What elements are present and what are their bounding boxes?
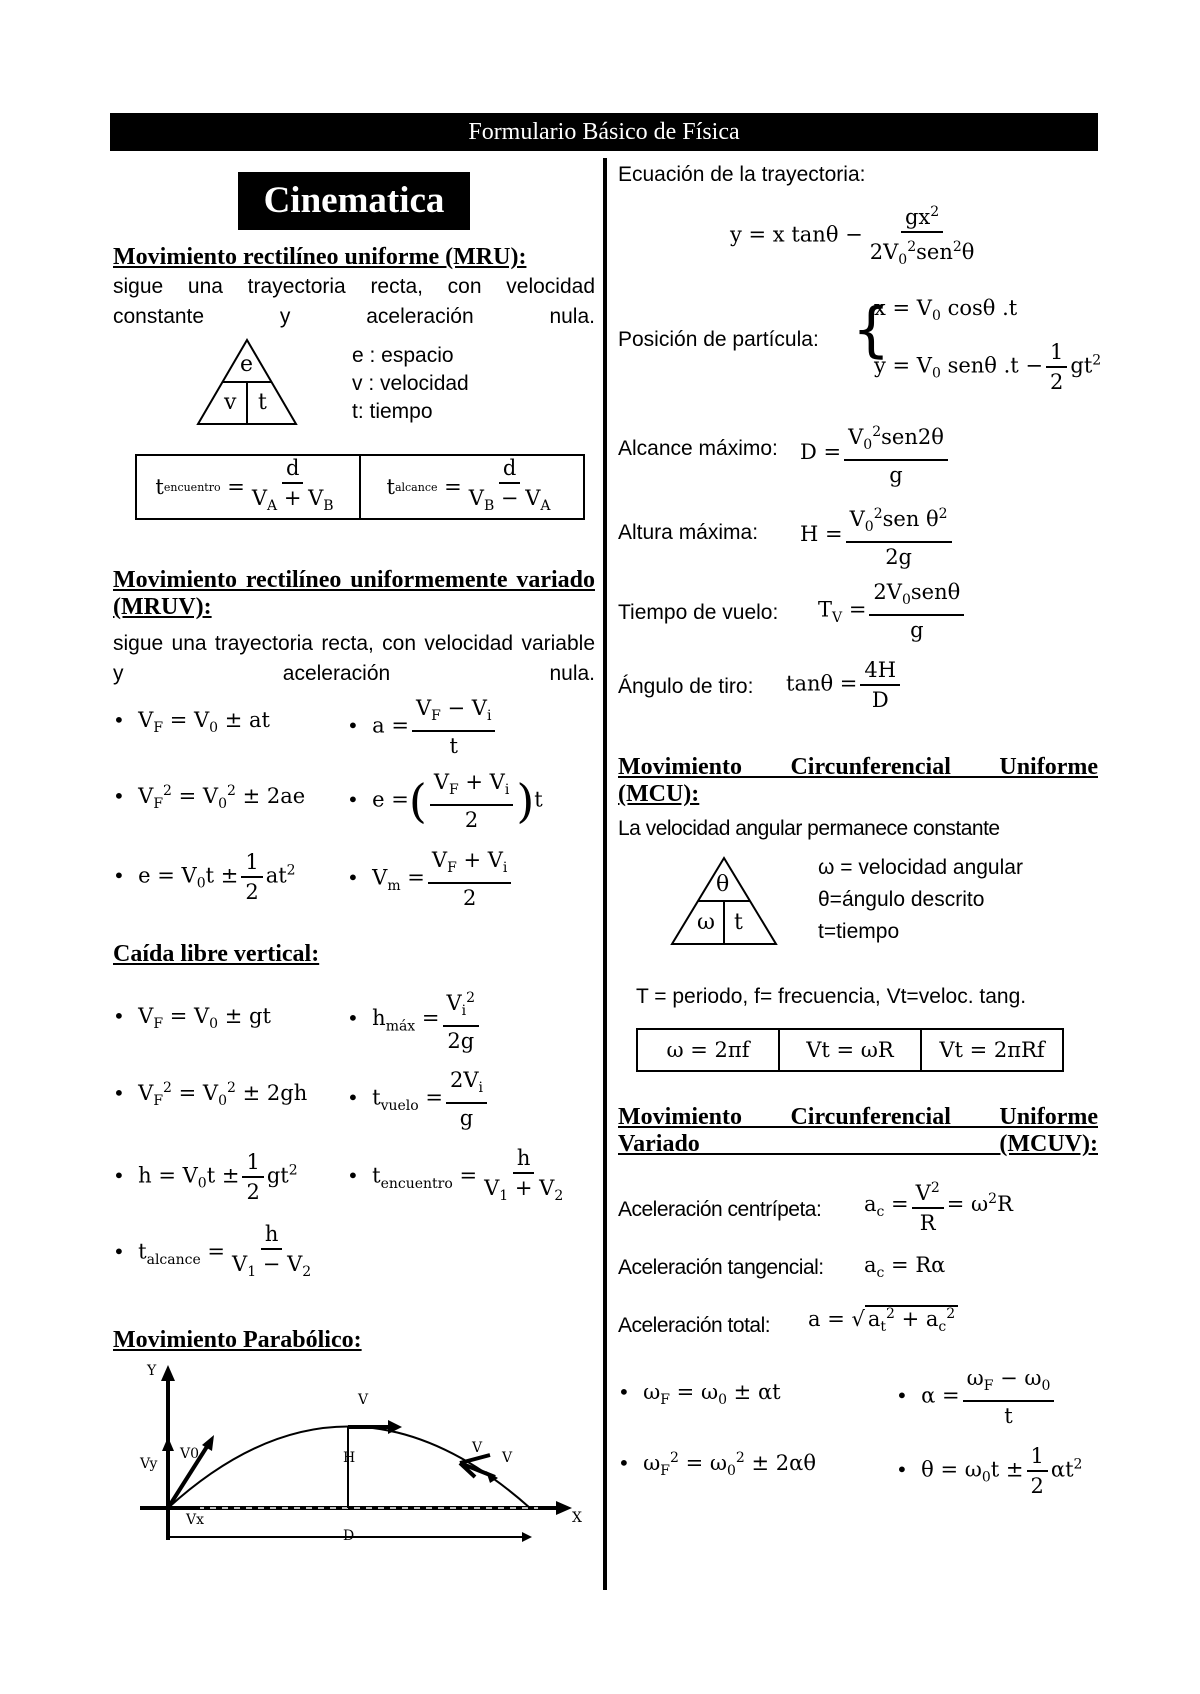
- mcuv-title: Movimiento Circunferencial Uniforme Variado (MCUV):: [618, 1104, 1098, 1157]
- mru-legend: [352, 342, 469, 426]
- formula-mruv-2: • a = $\frac{V_F - V_i}{t}$: [347, 694, 498, 760]
- diagram-label-h: H: [343, 1450, 356, 1466]
- formula-tangencial: $a_c = R\alpha$: [864, 1253, 946, 1282]
- formula-vt: Vt = ωR: [778, 1030, 920, 1070]
- formula-mcuv-3: • $\omega_F^2 = \omega_0^2 \pm 2\alpha\theta$: [618, 1450, 816, 1480]
- legend-e: e : espacio: [352, 344, 454, 367]
- tiempo-label: Tiempo de vuelo:: [618, 601, 779, 624]
- legend-t: t: tiempo: [352, 400, 433, 423]
- formula-mruv-1: • $V_F = V_0$ ± at: [113, 708, 270, 737]
- triangle-label-e: e: [240, 352, 254, 377]
- formula-caida-6: • $t_{encuentro}$ = $\frac{h}{V_1 + V_2}$: [347, 1146, 564, 1205]
- section-title-cinematica: Cinematica: [238, 172, 470, 230]
- posicion-brace: {: [852, 295, 891, 365]
- mruv-title: Movimiento rectilíneo uniformemente variado (MRUV):: [113, 567, 595, 620]
- centripeta-label: Aceleración centrípeta:: [618, 1198, 822, 1221]
- legend-theta: θ=ángulo descrito: [818, 888, 985, 911]
- formula-mcuv-1: • $\omega_F = \omega_0 \pm \alpha t$: [618, 1380, 781, 1409]
- legend-omega: ω = velocidad angular: [818, 856, 1023, 879]
- posicion-label: Posición de partícula:: [618, 328, 819, 351]
- column-divider: [603, 158, 607, 1590]
- alcance-label: Alcance máximo:: [618, 437, 778, 460]
- diagram-label-x: X: [572, 1510, 582, 1526]
- diagram-label-vs: V: [472, 1440, 483, 1456]
- formula-caida-2: • $h_{máx}$ = $\frac{V_i^2}{2g}$: [347, 984, 482, 1055]
- diagram-label-d: D: [343, 1528, 355, 1544]
- formula-mruv-4: • e =( $\frac{V_F + V_i}{2}$ )t: [347, 770, 543, 833]
- mcu-legend: [818, 852, 1023, 948]
- formula-angulo: tanθ = $\frac{4H}{D}$: [786, 656, 903, 714]
- formula-caida-1: • $V_F = V_0$ ± gt: [113, 1004, 271, 1033]
- mcu-triangle-diagram: [670, 856, 778, 948]
- diagram-label-vx: Vx: [186, 1512, 205, 1528]
- parabolico-title: Movimiento Parabólico:: [113, 1327, 362, 1353]
- mcu-description: La velocidad angular permanece constante: [618, 817, 1000, 840]
- mcu-formula-box: [636, 1028, 1064, 1072]
- formula-tiempo: $T_V$ = $\frac{2V_0sen\theta}{g}$: [818, 578, 967, 644]
- formula-omega: ω = 2πf: [666, 1038, 750, 1062]
- mru-title: Movimiento rectilíneo uniforme (MRU):: [113, 244, 527, 270]
- mru-formula-box: [135, 454, 585, 520]
- formula-altura: H = $\frac{V_0^2sen \theta^2}{2g}$: [800, 500, 955, 571]
- legend-tiempo: t=tiempo: [818, 920, 900, 943]
- triangle-label-omega: ω: [697, 910, 715, 935]
- diagram-label-v0: V0: [180, 1446, 200, 1462]
- caida-title: Caída libre vertical:: [113, 941, 320, 967]
- legend-v: v : velocidad: [352, 372, 469, 395]
- diagram-label-v: V: [502, 1450, 513, 1466]
- formula-posicion-x: $x = V_0$ cosθ .t: [874, 296, 1018, 325]
- mru-description: sigue una trayectoria recta, con velocidad constante y aceleración nula.: [113, 275, 595, 328]
- formula-total: a = √ $a_t^2 + a_c^2$: [808, 1306, 958, 1335]
- total-label: Aceleración total:: [618, 1314, 771, 1337]
- formula-trayectoria: y = x tanθ − $\frac{gx^2}{2V_0^2sen^2\theta}$: [730, 198, 981, 274]
- mcu-note: T = periodo, f= frecuencia, Vt=veloc. tang.: [636, 985, 1027, 1008]
- formula-mcuv-2: • α = $\frac{\omega_F - \omega_0}{t}$: [896, 1364, 1057, 1430]
- formula-t-encuentro: t encuentro = $\frac{d}{V_A + V_B}$: [155, 455, 334, 515]
- formula-mruv-6: • $V_m$ = $\frac{V_F + V_i}{2}$: [347, 846, 514, 912]
- formula-caida-7: • $t_{alcance}$ = $\frac{h}{V_1 - V_2}$: [113, 1222, 312, 1281]
- formula-caida-5: • $h = V_0t$ ± $\frac{1}{2}$ $gt^2$: [113, 1150, 298, 1204]
- formula-caida-3: • $V_F^2 = V_0^2 \pm 2gh$: [113, 1080, 308, 1110]
- diagram-label-y: Y: [147, 1363, 157, 1379]
- formula-centripeta: $a_c$ = $\frac{V^2}{R}$ = $\omega^2R$: [864, 1174, 1013, 1237]
- formula-posicion-y: $y = V_0$ senθ .t − $\frac{1}{2}$ $gt^2$: [874, 340, 1102, 394]
- tangencial-label: Aceleración tangencial:: [618, 1256, 824, 1279]
- angulo-label: Ángulo de tiro:: [618, 675, 754, 698]
- formula-caida-4: • $t_{vuelo}$ = $\frac{2V_i}{g}$: [347, 1066, 490, 1132]
- triangle-label-v: v: [224, 390, 237, 415]
- trayectoria-label: Ecuación de la trayectoria:: [618, 163, 866, 186]
- diagram-label-vy: Vy: [140, 1456, 158, 1472]
- formula-mruv-5: • $e = V_0t$ ± $\frac{1}{2}$ $at^2$: [113, 850, 296, 904]
- formula-mruv-3: • $V_F^2 = V_0^2 \pm 2ae$: [113, 783, 306, 813]
- triangle-label-t2: t: [734, 910, 743, 935]
- mruv-description: sigue una trayectoria recta, con velocidad variable y aceleración nula.: [113, 632, 595, 685]
- page-header: Formulario Básico de Física: [110, 113, 1098, 151]
- formula-mcuv-4: • $\theta = \omega_0t$ ± $\frac{1}{2}$ $\alpha t^2$: [896, 1444, 1083, 1498]
- mcu-title: Movimiento Circunferencial Uniforme (MCU):: [618, 754, 1098, 807]
- triangle-label-theta: θ: [716, 872, 730, 897]
- altura-label: Altura máxima:: [618, 521, 759, 544]
- formula-vt-2: Vt = 2πRf: [920, 1030, 1062, 1070]
- triangle-label-t: t: [258, 390, 267, 415]
- formula-t-alcance: t alcance = $\frac{d}{V_B - V_A}$: [359, 456, 583, 518]
- formula-alcance: D = $\frac{V_0^2sen2\theta}{g}$: [800, 418, 951, 489]
- diagram-label-vh: V: [358, 1392, 369, 1408]
